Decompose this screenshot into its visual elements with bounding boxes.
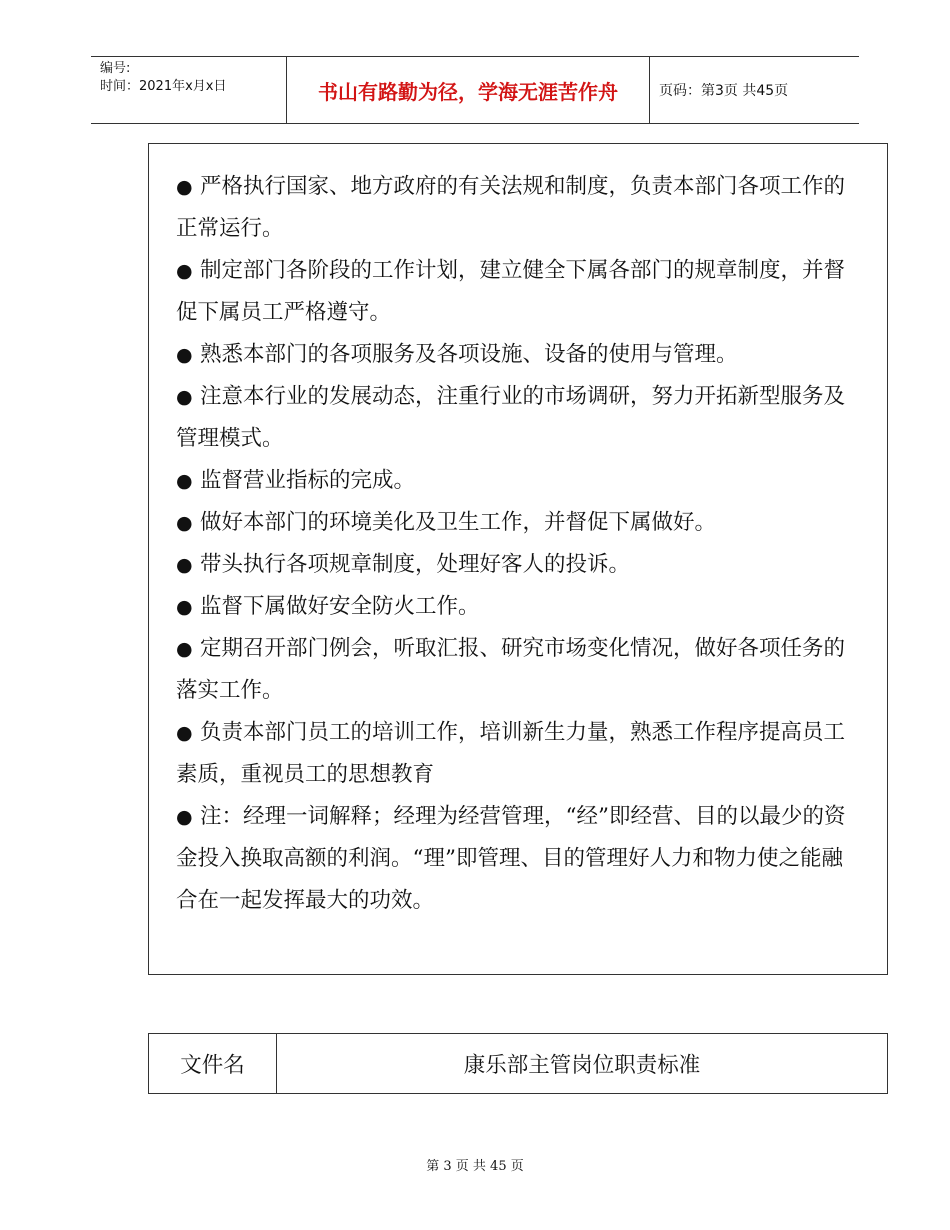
duties-list xyxy=(149,144,887,922)
duty-text: 带头执行各项规章制度，处理好客人的投诉。 xyxy=(200,552,631,577)
duty-item xyxy=(176,628,855,712)
duty-text: 监督下属做好安全防火工作。 xyxy=(200,594,480,619)
bullet-icon: ● xyxy=(176,722,193,744)
duty-text: 定期召开部门例会，听取汇报、研究市场变化情况，做好各项任务的落实工作。 xyxy=(176,636,846,703)
duty-text: 做好本部门的环境美化及卫生工作，并督促下属做好。 xyxy=(200,510,717,535)
header-motto: 书山有路勤为径，学海无涯苦作舟 xyxy=(287,57,650,123)
file-name-table xyxy=(148,1033,888,1094)
header-page-info: 页码：第3页 共45页 xyxy=(659,83,789,99)
file-name-value: 康乐部主管岗位职责标准 xyxy=(463,1053,701,1078)
bullet-icon: ● xyxy=(176,554,193,576)
duty-text: 严格执行国家、地方政府的有关法规和制度，负责本部门各项工作的正常运行。 xyxy=(176,174,846,241)
page-header xyxy=(91,56,859,124)
duty-item xyxy=(176,376,855,460)
bullet-icon: ● xyxy=(176,470,193,492)
page-footer: 第 3 页 共 45 页 xyxy=(426,1159,524,1174)
bullet-icon: ● xyxy=(176,260,193,282)
duty-item xyxy=(176,796,855,922)
duty-text: 制定部门各阶段的工作计划，建立健全下属各部门的规章制度，并督促下属员工严格遵守。 xyxy=(176,258,846,325)
header-meta-cell xyxy=(91,57,287,123)
duty-text: 注：经理一词解释；经理为经营管理，“经”即经营、目的以最少的资金投入换取高额的利润。“理”即管理、目的管理好人力和物力使之能融合在一起发挥最大的功效。 xyxy=(176,804,846,913)
duty-item xyxy=(176,334,855,376)
duty-item xyxy=(176,250,855,334)
code-label: 编号: xyxy=(100,61,131,76)
duty-item xyxy=(176,166,855,250)
bullet-icon: ● xyxy=(176,176,193,198)
time-label: 时间：2021年x月x日 xyxy=(100,79,227,94)
duty-item xyxy=(176,544,855,586)
duty-item xyxy=(176,460,855,502)
file-name-label: 文件名 xyxy=(149,1034,277,1093)
duty-text: 负责本部门员工的培训工作，培训新生力量，熟悉工作程序提高员工素质，重视员工的思想教育 xyxy=(176,720,846,787)
duty-text: 注意本行业的发展动态，注重行业的市场调研，努力开拓新型服务及管理模式。 xyxy=(176,384,846,451)
duty-text: 监督营业指标的完成。 xyxy=(200,468,416,493)
bullet-icon: ● xyxy=(176,344,193,366)
bullet-icon: ● xyxy=(176,596,193,618)
duties-box xyxy=(148,143,888,975)
duty-item xyxy=(176,586,855,628)
bullet-icon: ● xyxy=(176,386,193,408)
duty-item xyxy=(176,502,855,544)
duty-text: 熟悉本部门的各项服务及各项设施、设备的使用与管理。 xyxy=(200,342,738,367)
bullet-icon: ● xyxy=(176,512,193,534)
duty-item xyxy=(176,712,855,796)
bullet-icon: ● xyxy=(176,806,193,828)
bullet-icon: ● xyxy=(176,638,193,660)
